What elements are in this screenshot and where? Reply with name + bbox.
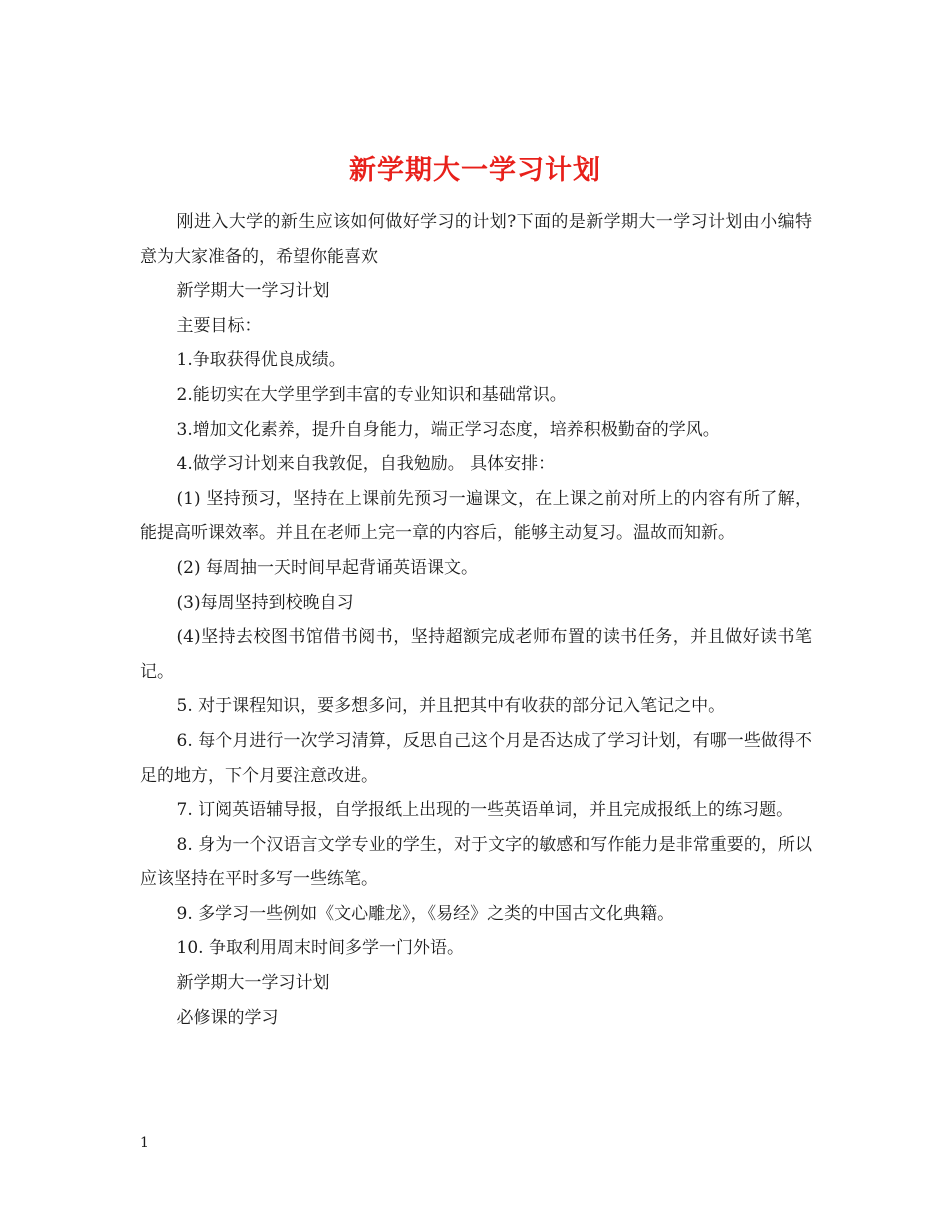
paragraph-plan-heading-2: 新学期大一学习计划: [176, 973, 330, 994]
paragraph-item-7: 7. 订阅英语辅导报，自学报纸上出现的一些英语单词，并且完成报纸上的练习题。: [176, 800, 794, 821]
paragraph-item-5: 5. 对于课程知识，要多想多问，并且把其中有收获的部分记入笔记之中。: [176, 696, 726, 717]
page-number: 1: [140, 1135, 149, 1151]
paragraph-item-8: 8. 身为一个汉语言文学专业的学生，对于文字的敏感和写作能力是非常重要的，所以应该坚持在平时多写一些练笔。: [140, 834, 812, 890]
paragraph-plan-heading: 新学期大一学习计划: [176, 281, 330, 302]
document-body: [140, 205, 812, 1035]
document-title: 新学期大一学习计划: [349, 155, 601, 187]
paragraph-arrangement-4: (4)坚持去校图书馆借书阅书，坚持超额完成老师布置的读书任务，并且做好读书笔记。: [140, 627, 812, 682]
paragraph-goal-3: 3.增加文化素养，提升自身能力，端正学习态度，培养积极勤奋的学风。: [176, 419, 720, 440]
paragraph-goal-2: 2.能切实在大学里学到丰富的专业知识和基础常识。: [176, 384, 567, 405]
paragraph-item-10: 10. 争取利用周末时间多学一门外语。: [176, 938, 464, 959]
paragraph-arrangement-2: (2) 每周抽一天时间早起背诵英语课文。: [176, 557, 479, 578]
paragraph-item-9: 9. 多学习一些例如《文心雕龙》，《易经》之类的中国古文化典籍。: [176, 903, 675, 924]
paragraph-item-6: 6. 每个月进行一次学习清算，反思自己这个月是否达成了学习计划，有哪一些做得不足的地方，下个月要注意改进。: [140, 730, 812, 786]
paragraph-goal-1: 1.争取获得优良成绩。: [176, 350, 346, 371]
paragraph-required-courses: 必修课的学习: [176, 1007, 279, 1028]
paragraph-goals-heading: 主要目标：: [176, 315, 262, 336]
paragraph-arrangement-3: (3)每周坚持到校晚自习: [176, 592, 354, 613]
paragraph-arrangement-1: (1) 坚持预习，坚持在上课前先预习一遍课文，在上课之前对所上的内容有所了解，能提高听课效率。并且在老师上完一章的内容后，能够主动复习。温故而知新。: [140, 488, 812, 544]
paragraph-intro: 刚进入大学的新生应该如何做好学习的计划?下面的是新学期大一学习计划由小编特意为大家准备的，希望你能喜欢: [140, 212, 812, 267]
paragraph-goal-4: 4.做学习计划来自我敦促，自我勉励。 具体安排：: [176, 454, 556, 475]
